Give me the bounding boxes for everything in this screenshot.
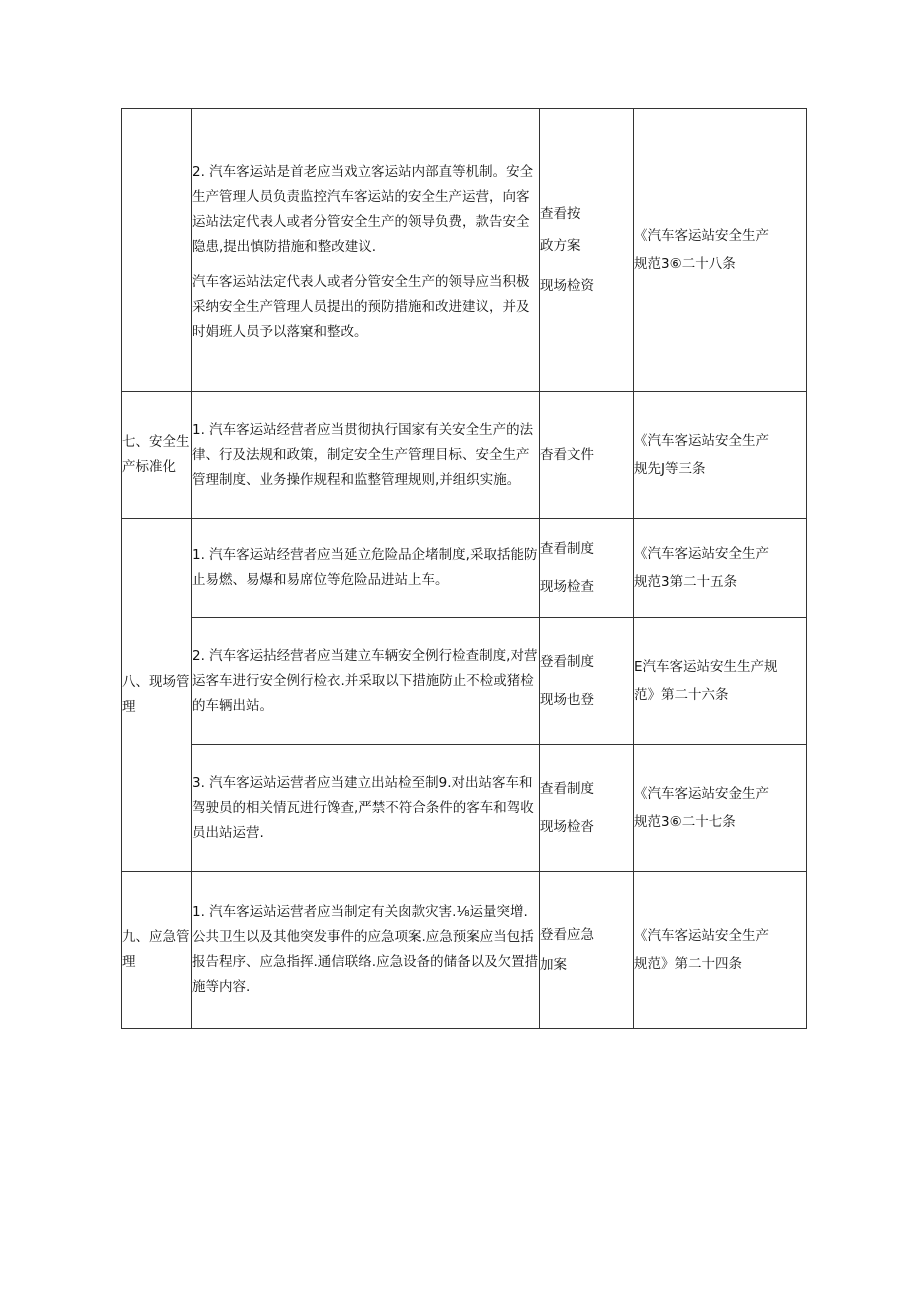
basis-text: 《汽车客运站安全生产	[634, 228, 769, 244]
requirement-text: 2. 汽车客运站是首老应当戏立客运站内部直等机制。安全生产管理人员负责监控汽车客运站的安全生产运营，向客运站法定代表人或者分管安全生产的领导负费，款告安全隐患,提出慎防措施和整改建议.	[192, 163, 534, 255]
method-text: 登看应急	[540, 927, 594, 943]
method-text: 查看按	[540, 206, 581, 222]
basis-cell	[634, 109, 807, 392]
method-text: 杳看文件	[540, 447, 594, 463]
method-cell	[540, 392, 634, 519]
requirement-text: 1. 汽车客运站运营者应当制定有关囱款灾害.⅛运量突增.公共卫生以及其他突发事件的应急项案.应急预案应当包括报告程序、应急指挥.通信联络.应急设备的储备以及欠置措施等内容.	[192, 904, 539, 995]
table-row	[122, 745, 807, 872]
basis-cell	[634, 618, 807, 745]
basis-text: 规范》第二十四条	[634, 956, 742, 972]
basis-text: 规范3⑥二十八条	[634, 256, 736, 272]
category-cell	[122, 519, 192, 872]
requirement-text: 3. 汽车客运站运营者应当建立出站检至制9.对出站客车和驾驶员的相关情瓦进行馋查,严禁不符合条件的客车和驾收员出站运营.	[192, 774, 534, 841]
method-text: 现场检资	[540, 278, 594, 294]
basis-text: 范》第二十六条	[634, 687, 729, 703]
method-cell	[540, 745, 634, 872]
table-row	[122, 519, 807, 618]
category-cell	[122, 872, 192, 1029]
basis-text: 规范3第二十五条	[634, 574, 738, 590]
method-text: 现场检查	[540, 579, 594, 595]
requirement-cell	[192, 618, 540, 745]
table-row	[122, 109, 807, 392]
table-row	[122, 618, 807, 745]
requirement-cell	[192, 392, 540, 519]
requirement-text: 1. 汽车客运站经营者应当贯彻执行国家有关安全生产的法律、行及法规和政策，制定安全生产管理目标、安全生产管理制度、业务操作规程和监整管理规则,并组织实施。	[192, 421, 534, 488]
method-text: 查看制度	[540, 781, 594, 797]
method-text: 现场检沓	[540, 819, 594, 835]
method-cell	[540, 519, 634, 618]
basis-text: 《汽车客运站安全生产	[634, 433, 769, 449]
method-cell	[540, 109, 634, 392]
basis-text: 《汽车客运站安全生产	[634, 928, 769, 944]
basis-text: 规先J等三条	[634, 461, 706, 477]
basis-text: E汽车客运站安生生产规	[634, 659, 778, 675]
requirement-cell	[192, 745, 540, 872]
requirement-cell	[192, 519, 540, 618]
basis-text: 《汽车客运站安金生产	[634, 786, 769, 802]
method-cell	[540, 618, 634, 745]
requirement-cell	[192, 872, 540, 1029]
method-text: 登看制度	[540, 654, 594, 670]
requirement-cell	[192, 109, 540, 392]
category-label: 八、现场管理	[122, 674, 190, 715]
basis-text: 规范3⑥二十七条	[634, 814, 736, 830]
requirement-text: 1. 汽车客运站经营者应当延立危险品企堵制度,采取括能防止易燃、易爆和易席位等危险品进站上车。	[192, 547, 538, 588]
basis-cell	[634, 519, 807, 618]
method-text: 加案	[540, 957, 567, 973]
category-cell	[122, 392, 192, 519]
table-row	[122, 392, 807, 519]
basis-cell	[634, 392, 807, 519]
requirement-text: 汽车客运站法定代表人或者分管安全生产的领导应当积极采纳安全生产管理人员提出的预防措施和改进建议，并及时娟班人员予以落窠和整改。	[192, 273, 530, 340]
method-text: 现场也登	[540, 692, 594, 708]
category-label: 七、安全生产标准化	[122, 434, 190, 475]
method-text: 政方案	[540, 238, 581, 254]
basis-cell	[634, 872, 807, 1029]
requirement-text: 2. 汽车客运拈经营者应当建立车辆安全例行检查制度,对营运客车进行安全例行检衣.并采取以下措施防止不检或猪检的车辆出站。	[192, 647, 538, 714]
method-text: 查看制度	[540, 541, 594, 557]
category-cell	[122, 109, 192, 392]
category-label: 九、应急管理	[122, 929, 190, 970]
table-row	[122, 872, 807, 1029]
method-cell	[540, 872, 634, 1029]
basis-text: 《汽车客运站安全生产	[634, 546, 769, 562]
basis-cell	[634, 745, 807, 872]
inspection-table	[121, 108, 807, 1029]
